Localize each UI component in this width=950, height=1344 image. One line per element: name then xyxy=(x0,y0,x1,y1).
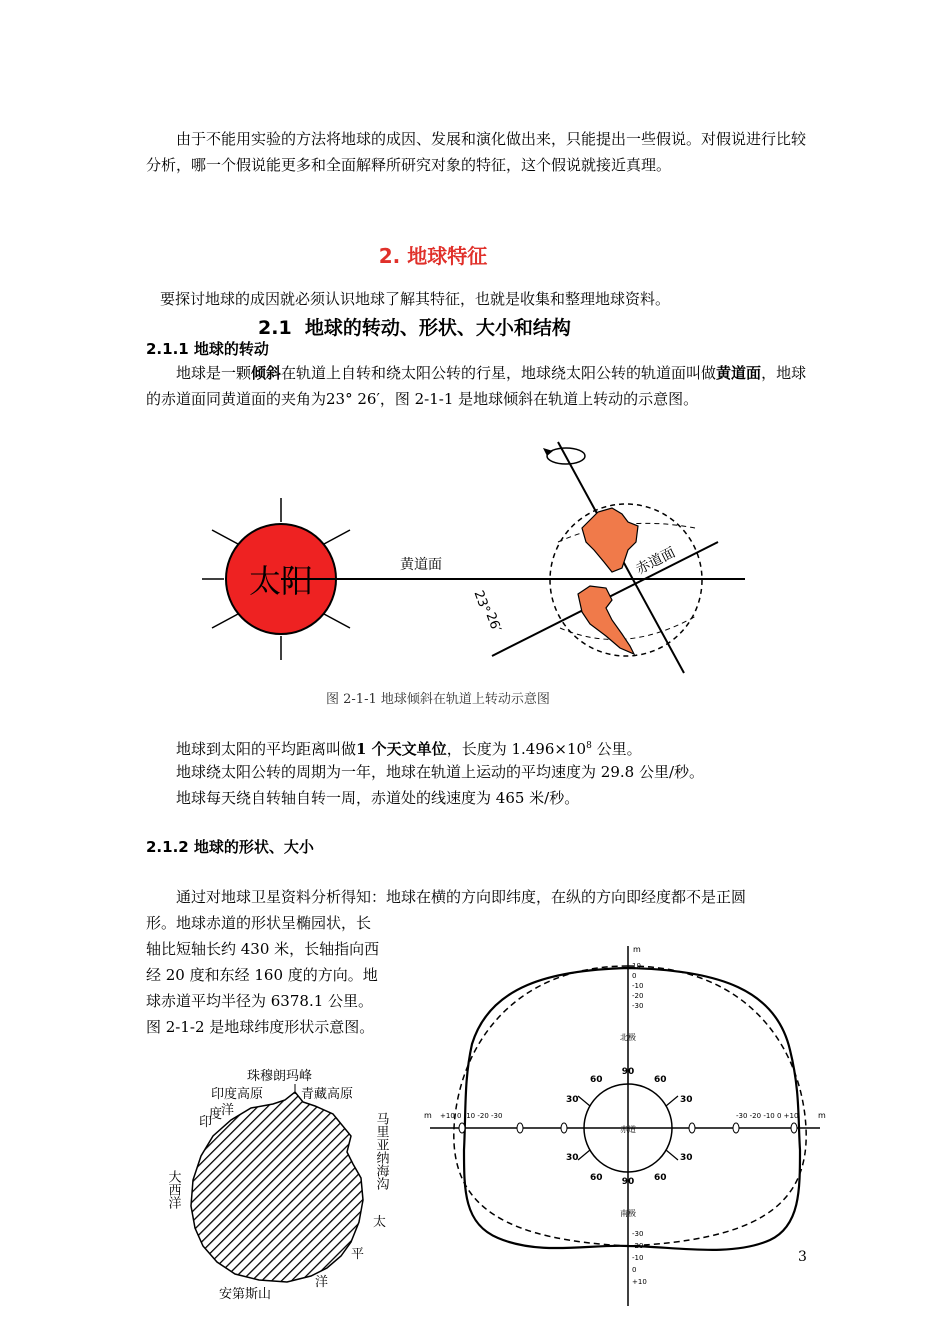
sun-label: 太阳 xyxy=(248,562,314,600)
lat-label: 30 xyxy=(680,1153,693,1163)
lat-label: 30 xyxy=(680,1095,693,1105)
north-continent xyxy=(582,508,638,572)
left-ticks: +10 0 -10 -20 -30 xyxy=(440,1112,503,1120)
rotation-arrowhead xyxy=(543,448,553,456)
text: 地球是一颗 xyxy=(176,364,252,382)
shape-paragraph-line: 轴比短轴长约 430 米，长轴指向西 xyxy=(146,940,380,958)
bottom-tick: +10 xyxy=(632,1278,647,1286)
label-atlantic: 大西洋 xyxy=(165,1170,181,1209)
fact-orbit-speed: 地球绕太阳公转的周期为一年，地球在轨道上运动的平均速度为 29.8 公里/秒。 xyxy=(176,763,704,781)
bottom-tick: -10 xyxy=(632,1254,644,1262)
bottom-tick: 0 xyxy=(632,1266,637,1274)
text: 在轨道上自转和绕太阳公转的行星，地球绕太阳公转的轨道面叫做 xyxy=(281,364,717,382)
lat-label: 60 xyxy=(654,1173,667,1183)
top-tick: -20 xyxy=(632,992,644,1000)
label-mariana: 马里亚纳海沟 xyxy=(373,1112,389,1190)
lat-label: 30 xyxy=(566,1153,579,1163)
shape-paragraph-line: 经 20 度和东经 160 度的方向。地 xyxy=(146,966,378,984)
bold-term: 1 个天文单位 xyxy=(356,740,447,758)
top-tick: -10 xyxy=(632,982,644,990)
bold-term: 黄道面 xyxy=(716,364,762,382)
lat-label: 60 xyxy=(590,1173,603,1183)
equator-label: 赤道 xyxy=(620,1125,636,1134)
m-unit: m xyxy=(818,1111,826,1120)
page-number: 3 xyxy=(798,1249,807,1265)
top-tick: -30 xyxy=(632,1002,644,1010)
dashed-parallel xyxy=(560,616,696,640)
label-tibet: 青藏高原 xyxy=(301,1087,354,1102)
lat-label: 90 xyxy=(621,1177,635,1187)
right-ticks: -30 -20 -10 0 +10 xyxy=(736,1112,799,1120)
section-title: 2. 地球特征 xyxy=(378,244,488,268)
label-tai: 太 xyxy=(373,1215,387,1230)
exponent: 8 xyxy=(586,741,592,751)
heading-2-1-2: 2.1.2 地球的形状、大小 xyxy=(146,838,314,856)
equator-label: 赤道面 xyxy=(633,544,679,578)
latitude-shape-figure xyxy=(420,940,830,1310)
text: 地球到太阳的平均距离叫做 xyxy=(176,740,357,758)
m-unit: m xyxy=(424,1111,432,1120)
bottom-tick: -30 xyxy=(632,1230,644,1238)
angle-degree: 23° xyxy=(470,588,493,616)
angle-minute: 26′ xyxy=(482,610,504,635)
label-yang: 洋 xyxy=(315,1275,329,1290)
geoid-outline xyxy=(464,968,800,1250)
m-unit: m xyxy=(633,945,641,954)
text: ，地球的赤道面同黄道面的夹角为23° 26′，图 2-1-1 是地球倾斜在轨道上转动的示意图。 xyxy=(146,364,807,408)
heading-2-1-1: 2.1.1 地球的转动 xyxy=(146,340,269,358)
rotation-paragraph xyxy=(146,360,808,412)
label-ping: 平 xyxy=(351,1247,365,1262)
shape-paragraph-line: 球赤道平均半径为 6378.1 公里。 xyxy=(146,992,374,1010)
label-yang: 洋 xyxy=(221,1103,235,1118)
fact-distance xyxy=(146,733,808,762)
shape-paragraph-line: 形。地球赤道的形状呈椭园状，长 xyxy=(146,914,372,932)
bottom-tick: -20 xyxy=(632,1242,644,1250)
earth-relief-figure xyxy=(155,1060,415,1310)
lat-label: 90 xyxy=(621,1067,635,1077)
label-andes: 安第斯山 xyxy=(219,1287,272,1302)
label-yin: 印 xyxy=(199,1115,213,1130)
text: ，长度为 1.496×10 xyxy=(446,740,587,758)
lat-label: 60 xyxy=(654,1075,667,1085)
subsection-title: 地球的转动、形状、大小和结构 xyxy=(304,317,571,339)
label-indian-plateau: 印度高原 xyxy=(211,1087,264,1102)
text: 公里。 xyxy=(591,740,642,758)
subsection-number: 2.1 xyxy=(258,317,292,339)
earth-orbit-figure xyxy=(0,430,950,690)
south-label: 南极 xyxy=(620,1209,636,1218)
north-label: 北极 xyxy=(620,1033,636,1042)
top-tick: 10 xyxy=(632,962,641,970)
label-qomolangma: 珠穆朗玛峰 xyxy=(247,1069,313,1084)
south-continent xyxy=(578,586,634,654)
ecliptic-label: 黄道面 xyxy=(400,557,442,573)
shape-paragraph-line1: 通过对地球卫星资料分析得知：地球在横的方向即纬度，在纵的方向即经度都不是正圆 xyxy=(176,888,747,906)
bold-term: 倾斜 xyxy=(251,364,282,382)
shape-paragraph-line: 图 2-1-2 是地球纬度形状示意图。 xyxy=(146,1018,375,1036)
label-du: 度 xyxy=(209,1107,223,1122)
lat-label: 60 xyxy=(590,1075,603,1085)
reference-ellipse xyxy=(454,966,806,1246)
section-lead: 要探讨地球的成因就必须认识地球了解其特征，也就是收集和整理地球资料。 xyxy=(160,290,671,308)
figure-1-caption: 图 2-1-1 地球倾斜在轨道上转动示意图 xyxy=(326,692,550,707)
lat-label: 30 xyxy=(566,1095,579,1105)
top-tick: 0 xyxy=(632,972,637,980)
fact-rotation-speed: 地球每天绕自转轴自转一周，赤道处的线速度为 465 米/秒。 xyxy=(176,789,580,807)
intro-paragraph: 由于不能用实验的方法将地球的成因、发展和演化做出来，只能提出一些假说。对假说进行比较分析，哪一个假说能更多和全面解释所研究对象的特征，这个假说就接近真理。 xyxy=(146,130,807,174)
subsection-2-1-heading xyxy=(258,313,571,340)
